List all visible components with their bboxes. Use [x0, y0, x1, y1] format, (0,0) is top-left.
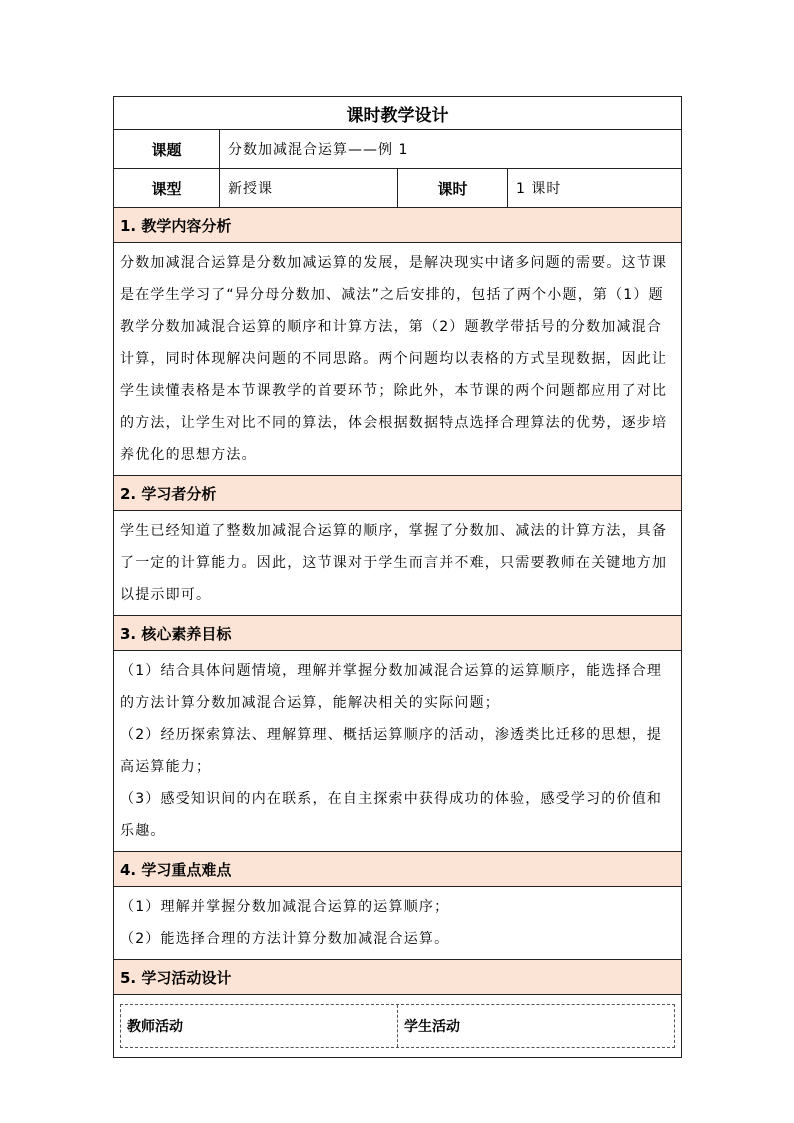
section-heading-activity-design: 5. 学习活动设计 — [114, 960, 682, 995]
key-point-item: （1）理解并掌握分数加减混合运算的运算顺序； — [120, 899, 450, 915]
lesson-type-label: 课型 — [114, 169, 220, 208]
section-body-key-points — [114, 887, 682, 960]
teacher-activity-header: 教师活动 — [127, 1019, 183, 1035]
section-body-content-analysis — [114, 243, 682, 476]
section-heading-core-goals: 3. 核心素养目标 — [114, 616, 682, 651]
document-title: 课时教学设计 — [114, 97, 682, 130]
section-heading-content-analysis: 1. 教学内容分析 — [114, 208, 682, 243]
period-label: 课时 — [398, 169, 508, 208]
goal-item: （3）感受知识间的内在联系，在自主探索中获得成功的体验，感受学习的价值和乐趣。 — [120, 791, 663, 839]
goal-item: （1）结合具体问题情境，理解并掌握分数加减混合运算的运算顺序，能选择合理的方法计算分数加减混合运算，能解决相关的实际问题； — [120, 663, 663, 711]
paragraph: 分数加减混合运算是分数加减运算的发展，是解决现实中诸多问题的需要。这节课是在学生学习了“异分母分数加、减法”之后安排的，包括了两个小题，第（1）题教学分数加减混合运算的顺序和计算方法，第（2）题教学带括号的分数加减混合计算，同时体现解决问题的不同思路。两个问题均以表格的方式呈现数据，因此让学生读懂表格是本节课教学的首要环节；除此外，本节课的两个问题都应用了对比的方法，让学生对比不同的算法，体会根据数据特点选择合理算法的优势，逐步培养优化的思想方法。 — [120, 255, 668, 463]
lesson-type-value: 新授课 — [220, 169, 398, 208]
lesson-design-table — [113, 96, 682, 1058]
topic-label: 课题 — [114, 130, 220, 169]
section-heading-key-points: 4. 学习重点难点 — [114, 852, 682, 887]
student-activity-header: 学生活动 — [397, 1005, 674, 1047]
goal-item: （2）经历探索算法、理解算理、概括运算顺序的活动，渗透类比迁移的思想，提高运算能力； — [120, 727, 663, 775]
period-value: 1 课时 — [508, 169, 682, 208]
activity-header-row — [120, 1004, 675, 1048]
key-point-item: （2）能选择合理的方法计算分数加减混合运算。 — [120, 931, 450, 947]
paragraph: 学生已经知道了整数加减混合运算的顺序，掌握了分数加、减法的计算方法，具备了一定的计算能力。因此，这节课对于学生而言并不难，只需要教师在关键地方加以提示即可。 — [120, 523, 668, 603]
activity-table — [114, 995, 682, 1058]
topic-value: 分数加减混合运算——例 1 — [220, 130, 682, 169]
section-body-core-goals — [114, 651, 682, 852]
section-heading-learner-analysis: 2. 学习者分析 — [114, 476, 682, 511]
section-body-learner-analysis — [114, 511, 682, 616]
